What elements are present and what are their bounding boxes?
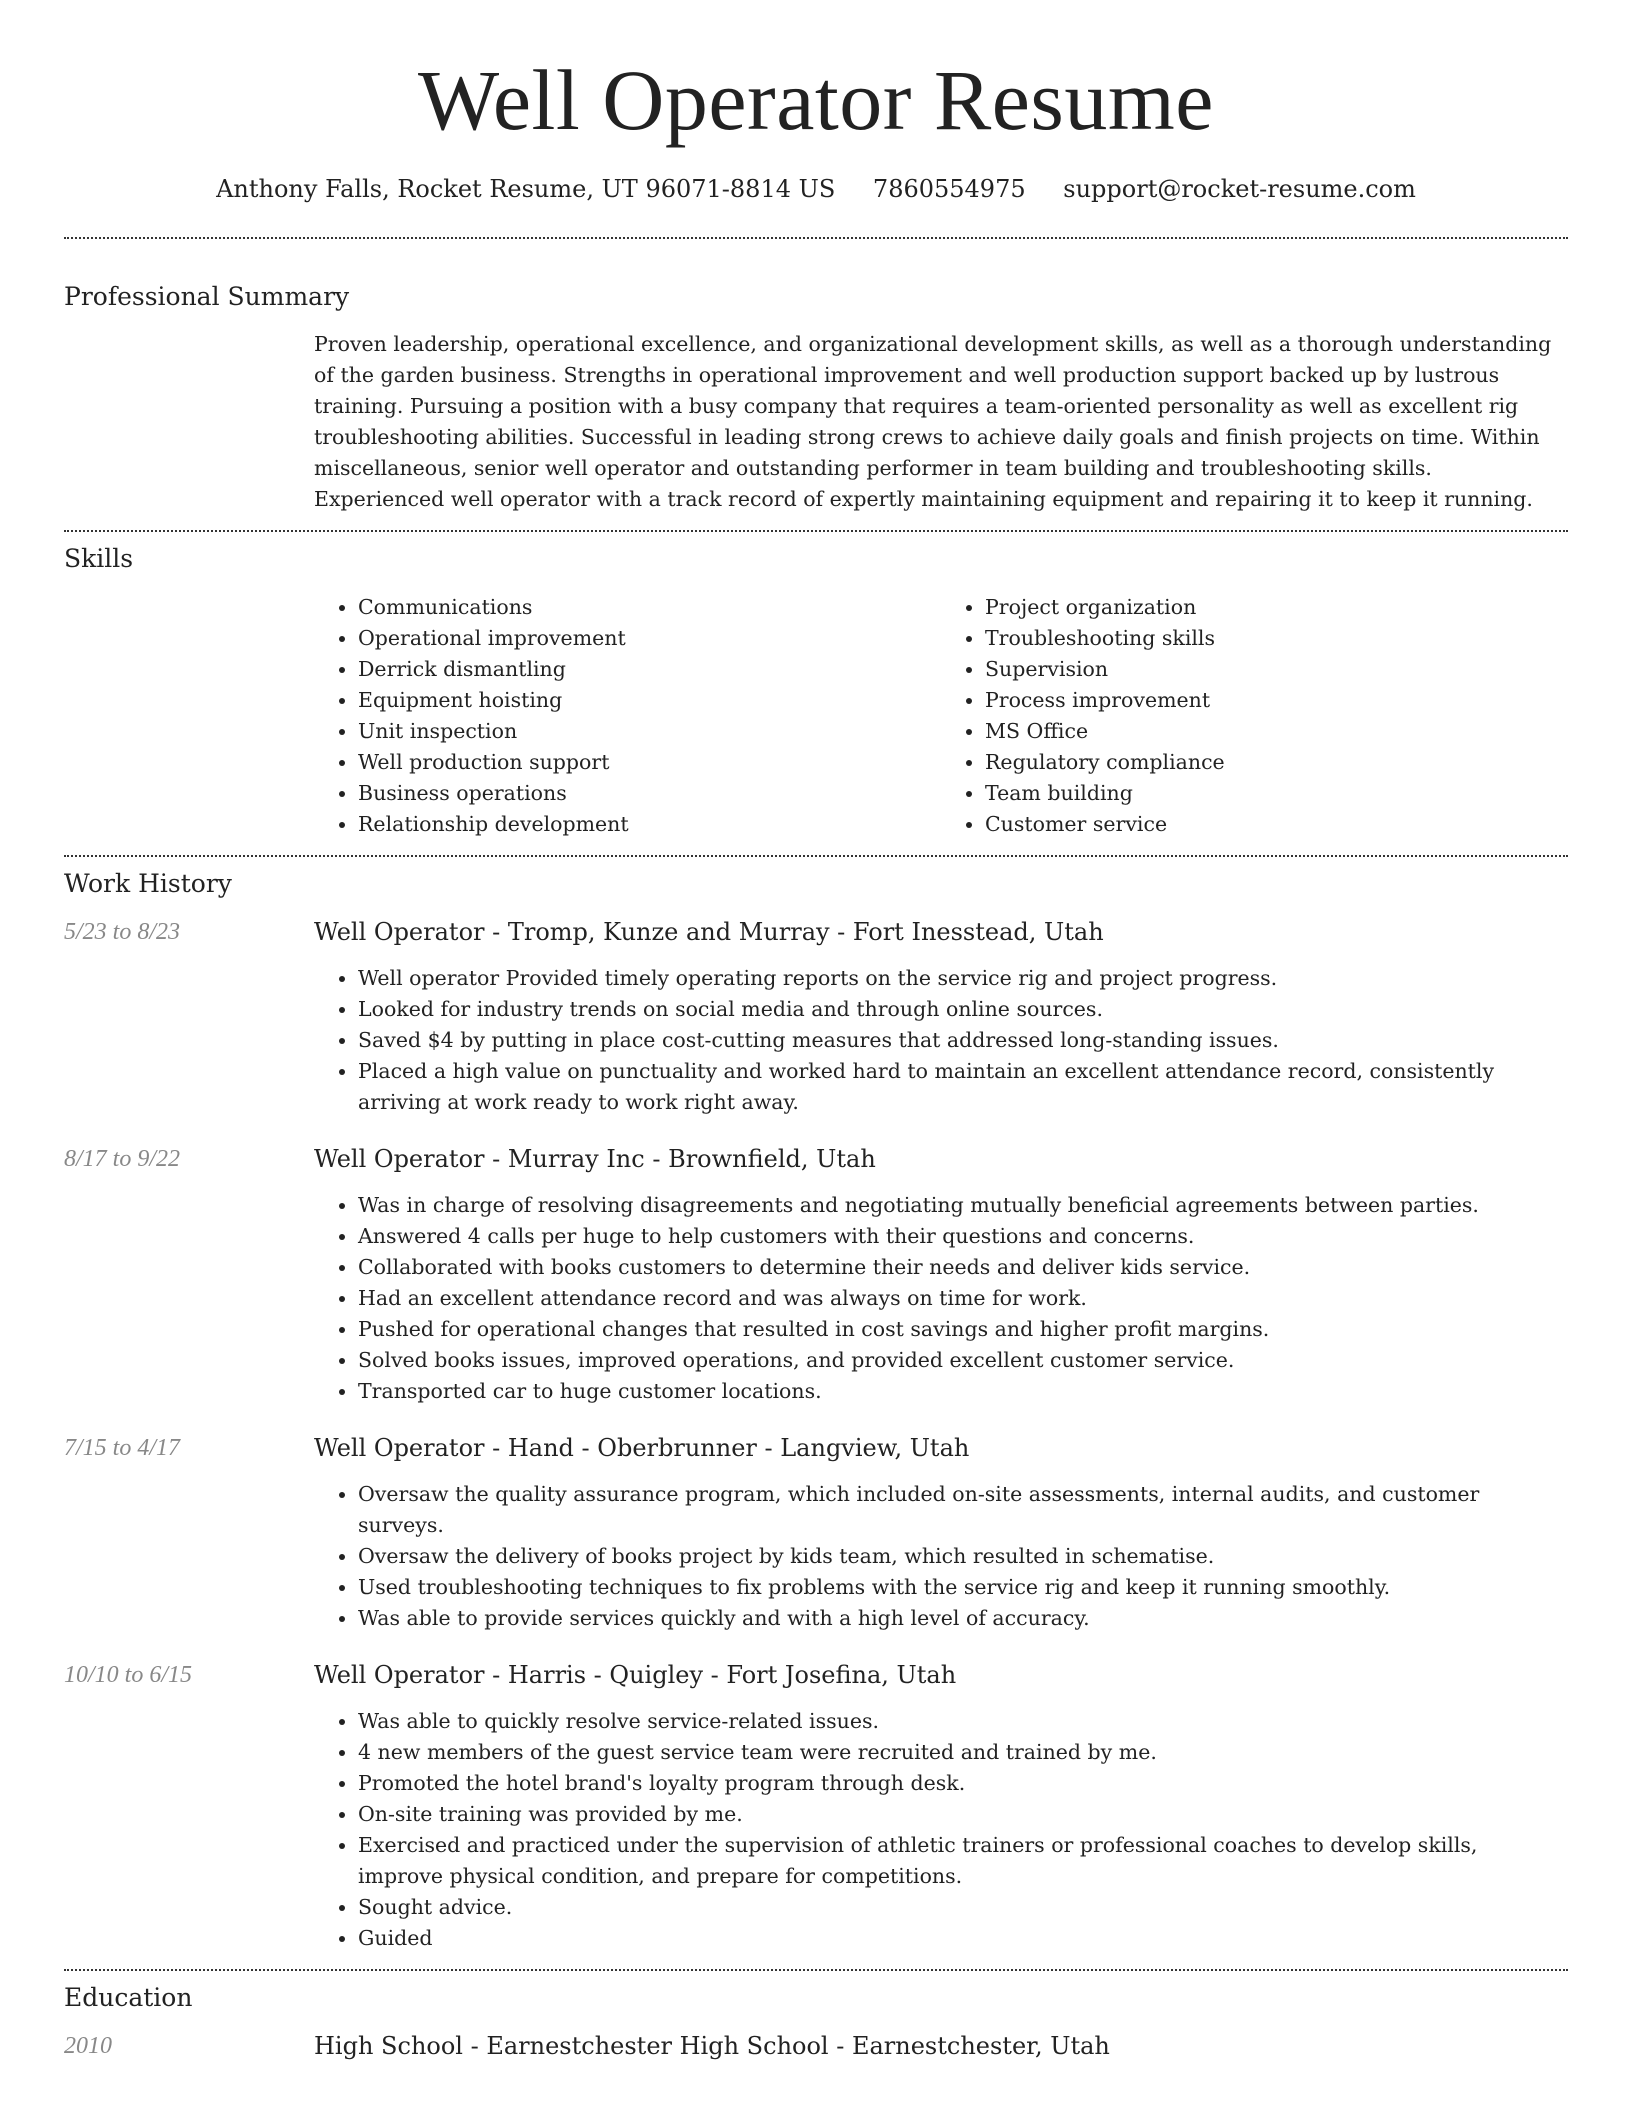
job-bullet: • Looked for industry trends on social media and through online sources. — [358, 994, 1568, 1025]
job-bullet: • Well operator Provided timely operating reports on the service rig and project progress. — [358, 963, 1568, 994]
job-bullet: • On-site training was provided by me. — [358, 1799, 1568, 1830]
job-bullet: • Was able to provide services quickly and with a high level of accuracy. — [358, 1603, 1568, 1634]
job-entry — [64, 1142, 1568, 1407]
education-title: High School - Earnestchester High School - Earnestchester, Utah — [314, 2032, 1110, 2060]
job-bullet: • Oversaw the delivery of books project by kids team, which resulted in schematise. — [358, 1541, 1568, 1572]
job-bullet: • Transported car to huge customer locations. — [358, 1376, 1568, 1407]
divider — [64, 1969, 1568, 1971]
job-bullet: • 4 new members of the guest service team were recruited and trained by me. — [358, 1737, 1568, 1768]
skills-list-left — [314, 592, 941, 840]
skill-item: • Unit inspection — [358, 716, 941, 747]
skill-item: • Process improvement — [985, 685, 1568, 716]
job-title: Well Operator - Tromp, Kunze and Murray - Fort Inesstead, Utah — [314, 918, 1104, 946]
contact-email: support@rocket-resume.com — [1063, 175, 1416, 203]
job-entry — [64, 1658, 1568, 1954]
job-dates: 5/23 to 8/23 — [64, 919, 181, 945]
skill-item: • Troubleshooting skills — [985, 623, 1568, 654]
education-year: 2010 — [64, 2033, 112, 2059]
job-bullet: • Sought advice. — [358, 1892, 1568, 1923]
job-bullet: • Solved books issues, improved operations, and provided excellent customer service. — [358, 1345, 1568, 1376]
divider — [64, 237, 1568, 239]
job-title: Well Operator - Harris - Quigley - Fort Josefina, Utah — [314, 1661, 957, 1689]
skill-item: • MS Office — [985, 716, 1568, 747]
section-heading-skills: Skills — [64, 544, 134, 573]
contact-line — [64, 173, 1568, 205]
skill-item: • Business operations — [358, 778, 941, 809]
job-bullet: • Exercised and practiced under the supervision of athletic trainers or professional coaches to develop skills, improve physical condition, and prepare for competitions. — [358, 1830, 1568, 1892]
skill-item: • Team building — [985, 778, 1568, 809]
divider — [64, 855, 1568, 857]
job-bullet: • Guided — [358, 1923, 1568, 1954]
skill-item: • Regulatory compliance — [985, 747, 1568, 778]
summary-row — [64, 329, 1568, 515]
divider — [64, 530, 1568, 532]
job-bullet: • Was in charge of resolving disagreements and negotiating mutually beneficial agreements between parties. — [358, 1190, 1568, 1221]
job-bullet: • Collaborated with books customers to determine their needs and deliver kids service. — [358, 1252, 1568, 1283]
skill-item: • Equipment hoisting — [358, 685, 941, 716]
section-heading-summary: Professional Summary — [64, 282, 350, 311]
job-dates: 8/17 to 9/22 — [64, 1146, 181, 1172]
job-bullets — [314, 1479, 1568, 1634]
job-dates: 10/10 to 6/15 — [64, 1662, 193, 1688]
job-bullet: • Had an excellent attendance record and was always on time for work. — [358, 1283, 1568, 1314]
skills-row — [64, 592, 1568, 840]
skill-item: • Customer service — [985, 809, 1568, 840]
job-bullet: • Saved $4 by putting in place cost-cutting measures that addressed long-standing issues. — [358, 1025, 1568, 1056]
contact-address: Anthony Falls, Rocket Resume, UT 96071-8814 US — [216, 175, 836, 203]
section-heading-work: Work History — [64, 869, 232, 898]
job-bullet: • Answered 4 calls per huge to help customers with their questions and concerns. — [358, 1221, 1568, 1252]
education-entry — [64, 2029, 1568, 2063]
skill-item: • Well production support — [358, 747, 941, 778]
skill-item: • Operational improvement — [358, 623, 941, 654]
summary-text: Proven leadership, operational excellence, and organizational development skills, as well as a thorough understanding of the garden business. Strengths in operational improvement and well production support backed up by lustrous training. Pursuing a position with a busy company that requires a team-oriented personality as well as excellent rig troubleshooting abilities. Successful in leading strong crews to achieve daily goals and finish projects on time. Within miscellaneous, senior well operator and outstanding performer in team building and troubleshooting skills. Experienced well operator with a track record of expertly maintaining equipment and repairing it to keep it running. — [314, 332, 1552, 511]
job-bullets — [314, 963, 1568, 1118]
job-bullet: • Placed a high value on punctuality and worked hard to maintain an excellent attendance record, consistently arriving at work ready to work right away. — [358, 1056, 1568, 1118]
skill-item: • Project organization — [985, 592, 1568, 623]
job-bullet: • Pushed for operational changes that resulted in cost savings and higher profit margins. — [358, 1314, 1568, 1345]
job-title: Well Operator - Hand - Oberbrunner - Langview, Utah — [314, 1434, 970, 1462]
job-bullets — [314, 1190, 1568, 1407]
skill-item: • Derrick dismantling — [358, 654, 941, 685]
skill-item: • Relationship development — [358, 809, 941, 840]
job-bullet: • Oversaw the quality assurance program, which included on-site assessments, internal audits, and customer surveys. — [358, 1479, 1568, 1541]
resume-title: Well Operator Resume — [418, 52, 1214, 148]
contact-phone: 7860554975 — [872, 175, 1026, 203]
job-dates: 7/15 to 4/17 — [64, 1435, 181, 1461]
job-bullet: • Promoted the hotel brand's loyalty program through desk. — [358, 1768, 1568, 1799]
job-entry — [64, 915, 1568, 1118]
skill-item: • Communications — [358, 592, 941, 623]
skill-item: • Supervision — [985, 654, 1568, 685]
job-bullets — [314, 1706, 1568, 1954]
job-bullet: • Used troubleshooting techniques to fix problems with the service rig and keep it running smoothly. — [358, 1572, 1568, 1603]
skills-grid — [314, 592, 1568, 840]
section-heading-education: Education — [64, 1983, 193, 2012]
job-title: Well Operator - Murray Inc - Brownfield, Utah — [314, 1145, 876, 1173]
job-entry — [64, 1431, 1568, 1634]
skills-list-right — [941, 592, 1568, 840]
job-bullet: • Was able to quickly resolve service-related issues. — [358, 1706, 1568, 1737]
